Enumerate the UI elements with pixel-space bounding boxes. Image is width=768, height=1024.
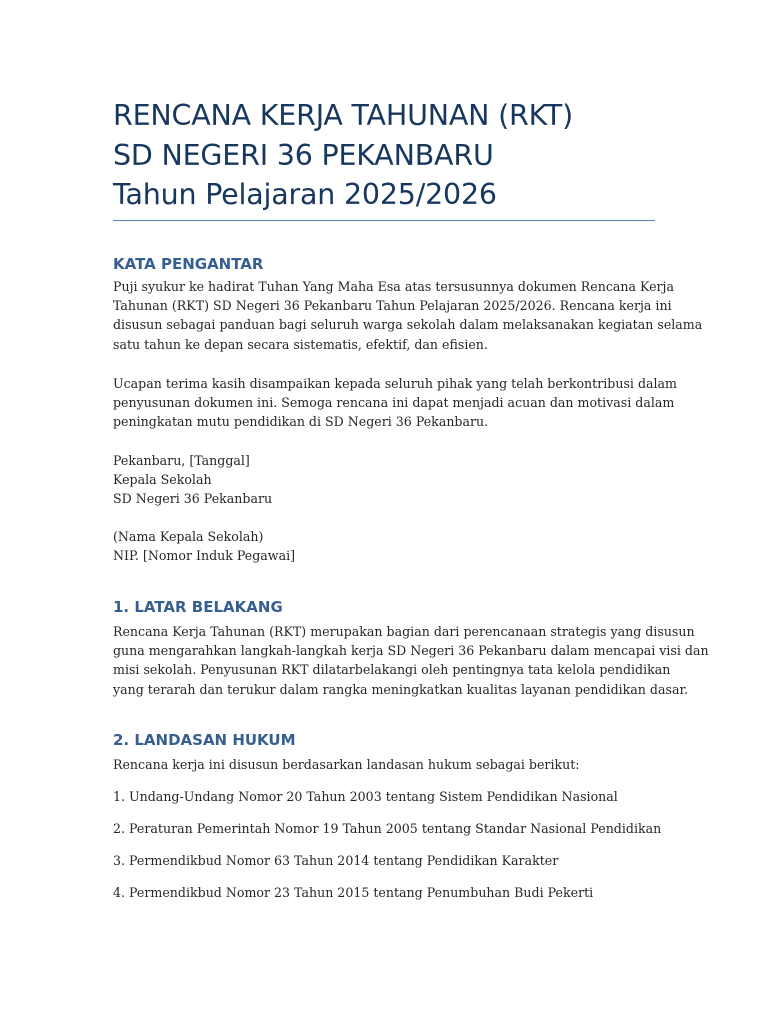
text-line: misi sekolah. Penyusunan RKT dilatarbelakangi oleh pentingnya tata kelola pendidikan [113, 662, 671, 678]
list-item: 2. Peraturan Pemerintah Nomor 19 Tahun 2005 tentang Standar Nasional Pendidikan [113, 821, 662, 836]
text-line: peningkatan mutu pendidikan di SD Negeri 36 Pekanbaru. [113, 414, 489, 430]
list-item: 4. Permendikbud Nomor 23 Tahun 2015 tentang Penumbuhan Budi Pekerti [113, 885, 594, 900]
paragraph-landasan-intro: Rencana kerja ini disusun berdasarkan landasan hukum sebagai berikut: [113, 757, 580, 772]
text-line: Ucapan terima kasih disampaikan kepada seluruh pihak yang telah berkontribusi dalam [113, 376, 677, 391]
paragraph-pengantar-2 [113, 374, 677, 432]
text-line: penyusunan dokumen ini. Semoga rencana ini dapat menjadi acuan dan motivasi dalam [113, 395, 675, 411]
title-divider [113, 220, 655, 221]
signer-nip: NIP. [Nomor Induk Pegawai] [113, 548, 296, 564]
signature-line: Pekanbaru, [Tanggal] [113, 453, 250, 468]
signer-name: (Nama Kepala Sekolah) [113, 529, 264, 544]
text-line: satu tahun ke depan secara sistematis, efektif, dan efisien. [113, 336, 488, 352]
signature-place-date [113, 451, 673, 509]
text-line: Puji syukur ke hadirat Tuhan Yang Maha Esa atas tersusunnya dokumen Rencana Kerja [113, 279, 674, 294]
signature-line: Kepala Sekolah [113, 472, 212, 488]
text-line: guna mengarahkan langkah-langkah kerja SD Negeri 36 Pekanbaru dalam mencapai visi dan [113, 643, 709, 659]
title-line-1: RENCANA KERJA TAHUNAN (RKT) [113, 99, 574, 132]
list-item: 1. Undang-Undang Nomor 20 Tahun 2003 tentang Sistem Pendidikan Nasional [113, 789, 618, 804]
title-line-3: Tahun Pelajaran 2025/2026 [113, 178, 497, 211]
heading-kata-pengantar: KATA PENGANTAR [113, 255, 264, 273]
heading-latar-belakang: 1. LATAR BELAKANG [113, 598, 283, 616]
signature-line: SD Negeri 36 Pekanbaru [113, 491, 273, 507]
text-line: Rencana Kerja Tahunan (RKT) merupakan bagian dari perencanaan strategis yang disusun [113, 624, 695, 639]
title-line-2: SD NEGERI 36 PEKANBARU [113, 138, 494, 172]
paragraph-latar-belakang [113, 622, 709, 699]
document-title [113, 96, 655, 215]
text-line: disusun sebagai panduan bagi seluruh warga sekolah dalam melaksanakan kegiatan selama [113, 317, 703, 333]
signer-block [113, 527, 673, 565]
paragraph-pengantar-1 [113, 277, 703, 354]
text-line: Tahunan (RKT) SD Negeri 36 Pekanbaru Tahun Pelajaran 2025/2026. Rencana kerja ini [113, 298, 672, 314]
heading-landasan-hukum: 2. LANDASAN HUKUM [113, 731, 296, 749]
list-item: 3. Permendikbud Nomor 63 Tahun 2014 tentang Pendidikan Karakter [113, 853, 559, 868]
text-line: yang terarah dan terukur dalam rangka meningkatkan kualitas layanan pendidikan dasar. [113, 681, 689, 697]
